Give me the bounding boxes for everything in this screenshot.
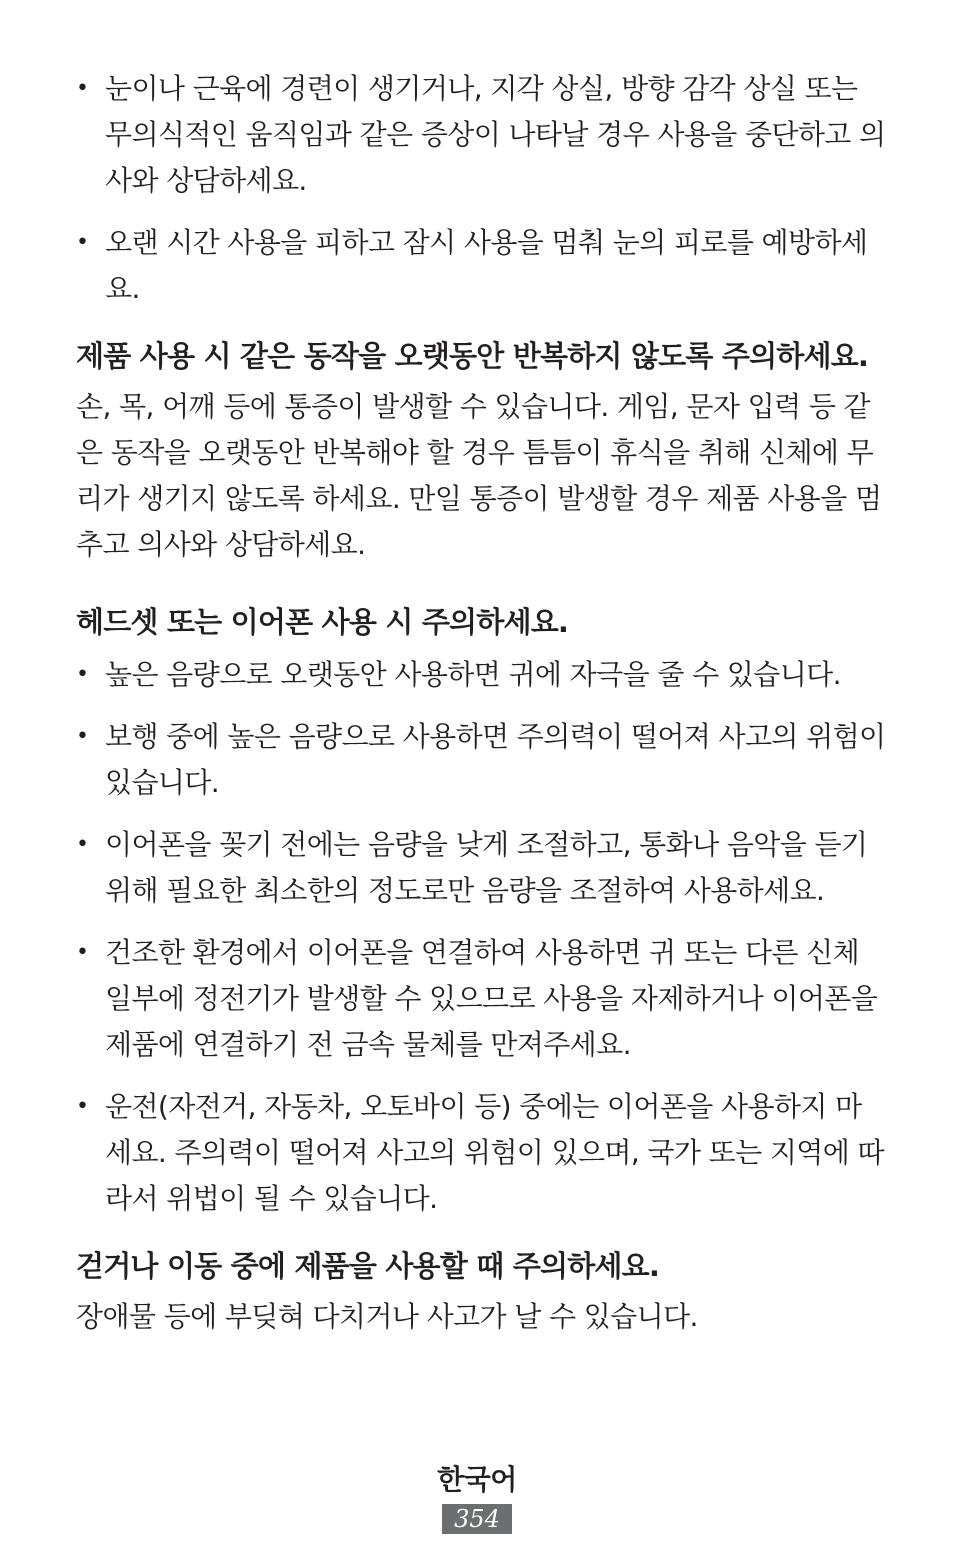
bullet-dot-icon: • [76,1094,89,1119]
bullet-dot-icon: • [76,230,89,255]
bullet-dot-icon: • [76,832,89,857]
list-item [76,220,886,312]
bullet-dot-icon: • [76,724,89,749]
list-item [76,652,886,698]
section-heading: 걷거나 이동 중에 제품을 사용할 때 주의하세요. [76,1249,660,1283]
page-footer [0,1460,954,1534]
page-content [76,66,886,1340]
list-item [76,66,886,204]
list-item [76,1084,886,1222]
bullet-dot-icon: • [76,662,89,687]
section-paragraph: 손, 목, 어깨 등에 통증이 발생할 수 있습니다. 게임, 문자 입력 등 같은 동작을 오랫동안 반복해야 할 경우 틈틈이 휴식을 취해 신체에 무리가 생기지 않도록 하세요. 만일 통증이 발생할 경우 제품 사용을 멈추고 의사와 상담하세요. [76,390,882,561]
section-headset [76,600,886,1222]
list-item [76,822,886,914]
bullet-text: 보행 중에 높은 음량으로 사용하면 주의력이 떨어져 사고의 위험이 있습니다. [105,720,886,799]
bullet-text: 오랜 시간 사용을 피하고 잠시 사용을 멈춰 눈의 피로를 예방하세요. [105,226,868,305]
section-heading: 헤드셋 또는 이어폰 사용 시 주의하세요. [76,605,569,639]
section-paragraph: 장애물 등에 부딪혀 다치거나 사고가 날 수 있습니다. [76,1300,698,1333]
section-heading: 제품 사용 시 같은 동작을 오랫동안 반복하지 않도록 주의하세요. [76,339,869,373]
headset-bullet-list [76,652,886,1222]
bullet-dot-icon: • [76,76,89,101]
bullet-text: 운전(자전거, 자동차, 오토바이 등) 중에는 이어폰을 사용하지 마세요. 주의력이 떨어져 사고의 위험이 있으며, 국가 또는 지역에 따라서 위법이 될 수 있습니다. [105,1090,884,1215]
intro-bullet-list [76,66,886,312]
section-repetition [76,334,886,568]
list-item [76,930,886,1068]
page-number-badge: 354 [442,1504,512,1534]
bullet-text: 높은 음량으로 오랫동안 사용하면 귀에 자극을 줄 수 있습니다. [105,658,841,691]
bullet-text: 이어폰을 꽂기 전에는 음량을 낮게 조절하고, 통화나 음악을 듣기 위해 필요한 최소한의 정도로만 음량을 조절하여 사용하세요. [105,828,868,907]
list-item [76,714,886,806]
bullet-text: 눈이나 근육에 경련이 생기거나, 지각 상실, 방향 감각 상실 또는 무의식적인 움직임과 같은 증상이 나타날 경우 사용을 중단하고 의사와 상담하세요. [105,72,886,197]
section-walking [76,1244,886,1340]
bullet-text: 건조한 환경에서 이어폰을 연결하여 사용하면 귀 또는 다른 신체 일부에 정전기가 발생할 수 있으므로 사용을 자제하거나 이어폰을 제품에 연결하기 전 금속 물체를 만져주세요. [105,936,878,1061]
footer-language: 한국어 [437,1463,517,1496]
bullet-dot-icon: • [76,940,89,965]
